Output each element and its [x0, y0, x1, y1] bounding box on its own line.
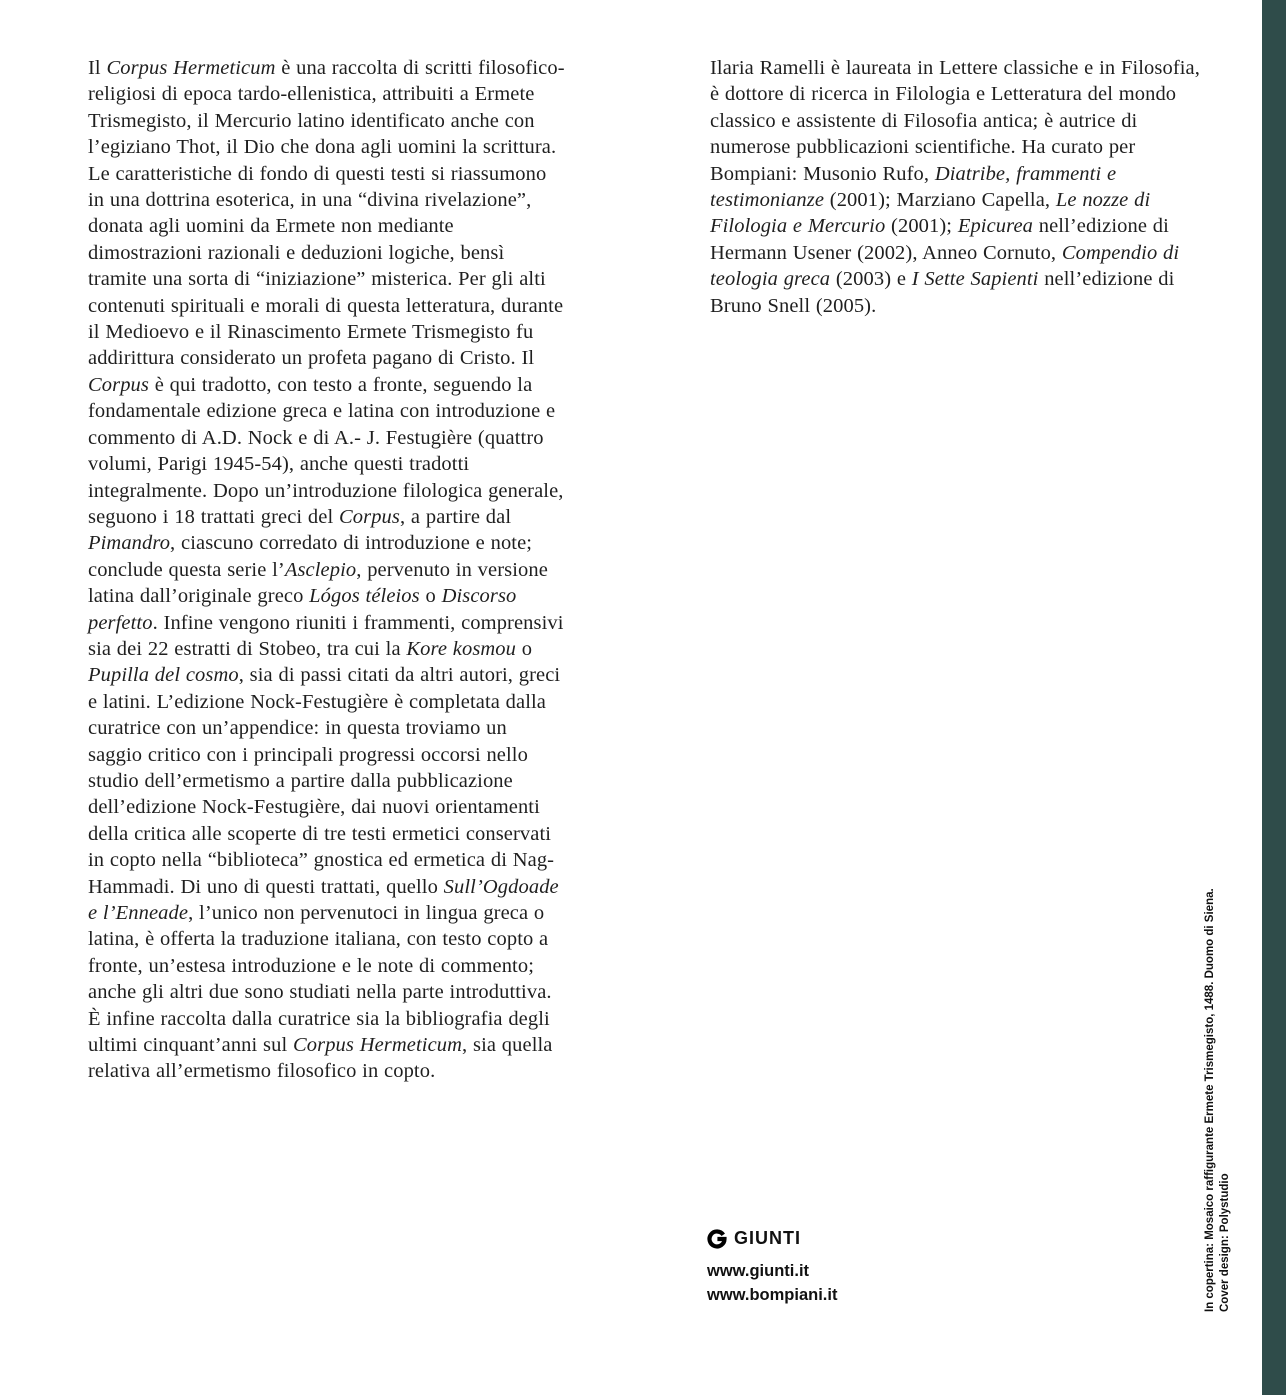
- url-bompiani: www.bompiani.it: [707, 1286, 838, 1304]
- publisher-logo-row: [707, 1228, 837, 1249]
- spine-caption-line2: Cover design: Polystudio: [1219, 1173, 1231, 1312]
- spine-caption-line1: In copertina: Mosaico raffigurante Ermete Trismegisto, 1488. Duomo di Siena.: [1204, 888, 1216, 1312]
- publisher-block: [707, 1228, 837, 1307]
- right-column-text: Ilaria Ramelli è laureata in Lettere classiche e in Filosofia, è dottore di ricerca in Filologia e Letteratura del mondo classico e assistente di Filosofia antica; è autrice di numerose pubblicazioni scientifiche. Ha curato per Bompiani: Musonio Rufo, Diatribe, frammenti e testimonianze (2001); Marziano Capella, Le nozze di Filologia e Mercurio (2001); Epicurea nell’edizione di Hermann Usener (2002), Anneo Cornuto, Compendio di teologia greca (2003) e I Sette Sapienti nell’edizione di Bruno Snell (2005).: [710, 57, 1200, 317]
- url-giunti: www.giunti.it: [707, 1262, 810, 1280]
- left-column-text: Il Corpus Hermeticum è una raccolta di scritti filosofico-religiosi di epoca tardo-ellenistica, attribuiti a Ermete Trismegisto, il Mercurio latino identificato anche con l’egiziano Thot, il Dio che dona agli uomini la scrittura. Le caratteristiche di fondo di questi testi si riassumono in una dottrina esoterica, in una “divina rivelazione”, donata agli uomini da Ermete non mediante dimostrazioni razionali e deduzioni logiche, bensì tramite una sorta di “iniziazione” misterica. Per gli alti contenuti spirituali e morali di questa letteratura, durante il Medioevo e il Rinascimento Ermete Trismegisto fu addirittura considerato un profeta pagano di Cristo. Il Corpus è qui tradotto, con testo a fronte, seguendo la fondamentale edizione greca e latina con introduzione e commento di A.D. Nock e di A.- J. Festugière (quattro volumi, Parigi 1945-54), anche questi tradotti integralmente. Dopo un’introduzione filologica generale, seguono i 18 trattati greci del Corpus, a partire dal Pimandro, ciascuno corredato di introduzione e note; conclude questa serie l’Asclepio, pervenuto in versione latina dall’originale greco Lógos téleios o Discorso perfetto. Infine vengono riuniti i frammenti, comprensivi sia dei 22 estratti di Stobeo, tra cui la Kore kosmou o Pupilla del cosmo, sia di passi citati da altri autori, greci e latini. L’edizione Nock-Festugière è completata dalla curatrice con un’appendice: in questa troviamo un saggio critico con i principali progressi occorsi nello studio dell’ermetismo a partire dalla pubblicazione dell’edizione Nock-Festugière, dai nuovi orientamenti della critica alle scoperte di tre testi ermetici conservati in copto nella “biblioteca” gnostica ed ermetica di Nag-Hammadi. Di uno di questi trattati, quello Sull’Ogdoade e l’Enneade, l’unico non pervenutoci in lingua greca o latina, è offerta la traduzione italiana, con testo copto a fronte, un’estesa introduzione e le note di commento; anche gli altri due sono studiati nella parte introduttiva. È infine raccolta dalla curatrice sia la bibliografia degli ultimi cinquant’anni sul Corpus Hermeticum, sia quella relativa all’ermetismo filosofico in copto.: [88, 57, 565, 1083]
- publisher-name: GIUNTI: [734, 1228, 801, 1248]
- right-edge-stripe: [1262, 0, 1286, 1395]
- giunti-logo-icon: [707, 1229, 727, 1249]
- publisher-urls: [707, 1259, 837, 1307]
- spine-caption: [1203, 888, 1233, 1312]
